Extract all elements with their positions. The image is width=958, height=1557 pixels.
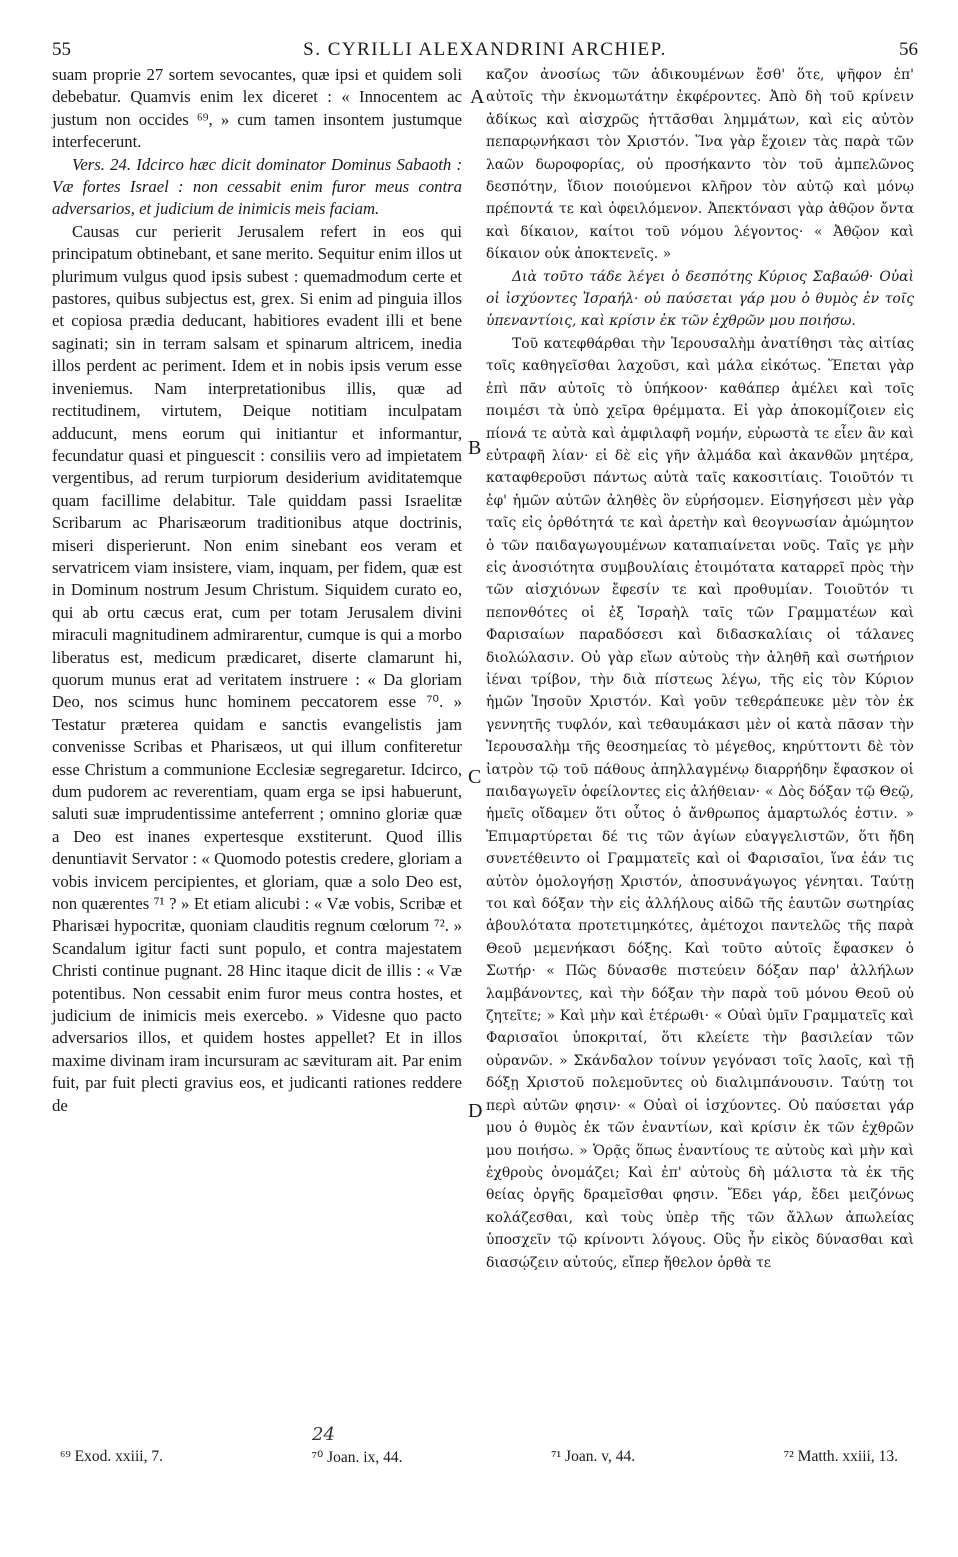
handwritten-page-note: 24 bbox=[312, 1424, 335, 1445]
left-page-number: 55 bbox=[52, 39, 71, 60]
greek-column bbox=[486, 64, 914, 1274]
footnote-69: ⁶⁹ Exod. xxiii, 7. bbox=[60, 1448, 163, 1465]
footnote-72: ⁷² Matth. xxiii, 13. bbox=[783, 1448, 898, 1465]
running-title: S. CYRILLI ALEXANDRINI ARCHIEP. bbox=[303, 39, 667, 60]
margin-letter-b: B bbox=[468, 437, 482, 459]
footnote-71: ⁷¹ Joan. v, 44. bbox=[551, 1448, 636, 1465]
latin-paragraph-2: Causas cur perierit Jerusalem refert in eos qui principatum obtinebant, et sane merito. Sequitur enim illos ut plurimum vulgus quod ipsis subest : quemadmodum certe et pastores, quibus subjectus est, grex. Si enim ad pinguia illos et copiosa prædia deducant, habitiores evadent illi et bene saginati; sin in terram salsam et spinarum altricem, inedia illos perdent ac periment. Idem et in nobis ipsis verum esse inveniemus. Nam interpretationibus illis, quæ ad rectitudinem, virtutem, Deique notitiam inculpatam adducunt, mens eorum qui initiantur et informantur, fecundatur quasi et pinguescit : consiliis vero ad impietatem vergentibus, ad rerum turpiorum desiderium aviditatemque quam facillime delabitur. Tale quiddam passi Israelitæ Scribarum ac Pharisæorum traditionibus atque doctrinis, miseri disperierunt. Non enim sinebant eos veram et servatricem viam insistere, viam, inquam, per fidem, quæ est in Dominum nostrum Jesum Christum. Siquidem curato eo, qui ab ortu cæcus erat, cum per totam Jerusalem divini miraculi magnitudinem admirarentur, cumque is qui a morbo liberatus est, medicum prædicaret, diserte clamarunt hi, quorum munus erat ad veritatem instruere : « Da gloriam Deo, nos scimus hunc hominem peccatorem esse ⁷⁰. » Testatur præterea quidam e sanctis evangelistis jam convenisse Scribas et Pharisæos, ut qui illum confiteretur esse Christum a communione Ecclesiæ segregaretur. Idcirco, dum pudorem ac reverentiam, quam erga se ipsi habuerunt, saluti suæ imprudentissime anteferrent ; omnino gloriæ quæ a Deo est inanes expertesque exstiterunt. Quod illis denuntiavit Servator : « Quomodo potestis credere, gloriam a vobis invicem percipientes, et gloriam, quæ a solo Deo est, non quærentes ⁷¹ ? » Et etiam alicubi : « Væ vobis, Scribæ et Pharisæi hypocritæ, quoniam clauditis regnum cœlorum ⁷². » Scandalum igitur facti sunt populo, et contra majestatem Christi continue pugnant. 28 Hinc itaque dicit de illis : « Væ potentibus. Non cessabit enim furor meus contra hostes, et judicium de inimicis meis exercebo. » Videsne quo pacto adversarios illos, et quidem hostes appellet? Et in illos maxime divinam iram incursuram ac sævituram ait. Par enim fuit, par fuit plecti gravius eos, et judicanti rationes reddere de bbox=[52, 221, 462, 1115]
greek-paragraph-1: καζον ἀνοσίως τῶν ἀδικουμένων ἔσθ' ὅτε, ψῆφον ἐπ' αὐτοῖς τὴν ἐκνομωτάτην ἐκφέροντες. Ἀπὸ δὴ τοῦ κρίνειν ἀδίκως καὶ αἰσχρῶς ἡττᾶσθαι λημμάτων, καὶ εἰς αὐτὸν πεπαρῳνήκασι τὸν Χριστόν. Ἵνα γὰρ ἔχοιεν τὰς παρὰ τῶν λαῶν δωροφορίας, οὐ προσήκαντο τὸν τοῦ ἀμπελῶνος δεσπότην, ἴδιον ποιούμενοι κλῆρον τὸν αὐτῷ καὶ μόνῳ πρέποντά τε καὶ ὀφειλόμενον. Ἀπεκτόνασι γὰρ ἀθῷον ὄντα καὶ δίκαιον, καίτοι τοῦ νόμου λέγοντος· « Ἀθῷον καὶ δίκαιον οὐκ ἀποκτενεῖς. » bbox=[486, 67, 914, 263]
latin-paragraph-1: suam proprie 27 sortem sevocantes, quæ ipsi et quidem soli debebatur. Quamvis enim lex diceret : « Innocentem ac justum non occides ⁶⁹, » cum tamen insontem justumque interfecerunt. bbox=[52, 65, 462, 152]
footnotes bbox=[60, 1448, 898, 1472]
margin-letter-a: A bbox=[470, 86, 485, 108]
greek-paragraph-2: Τοῦ κατεφθάρθαι τὴν Ἱερουσαλὴμ ἀνατίθησι τὰς αἰτίας τοῖς καθηγεῖσθαι λαχοῦσι, καὶ μάλα εἰκότως. Ἕπεται γὰρ ἐπὶ πᾶν αὐτοῖς τὸ ὑπήκοον· καθάπερ ἀμέλει καὶ τοῖς ποιμέσι τὰ ὑπὸ χεῖρα θρέμματα. Εἰ γὰρ ἀποκομίζοιεν εἰς πίονά τε αὐτὰ καὶ ἀμφιλαφῆ νομήν, εὐρωστὰ τε εἶεν ἂν καὶ εὐτραφῆ λίαν· εἰ δὲ εἰς γῆν ἁλμάδα καὶ ἀκανθῶν μητέρα, καταφθεροῦσι πάντως αὐτὰ ταῖς κακοσιτίαις. Τοιοῦτόν τι ἐφ' ἡμῶν αὐτῶν ἀληθὲς ὂν εὑρήσομεν. Εἰσηγήσεσι μὲν γὰρ ταῖς εἰς ὀρθότητά τε καὶ ἀρετὴν καὶ θεογνωσίαν ἀμώμητον ὁ τῶν παιδαγωγουμένων καταπιαίνεται νοῦς. Ταῖς γε μὴν εἰς ἀνοσιότητα συμβουλίαις ἑτοιμότατα καταρρεῖ πρὸς τὴν τῶν αἰσχιόνων ἔφεσίν τε καὶ προθυμίαν. Τοιοῦτόν τι πεπονθότες οἱ ἐξ Ἰσραὴλ ταῖς τῶν Γραμματέων καὶ Φαρισαίων παραδόσεσι καὶ διδασκαλίαις οἱ τάλανες διολώλασιν. Οὐ γὰρ εἴων αὐτοὺς τὴν ἀληθῆ καὶ σωτήριον ἰέναι τρίβον, τὴν διὰ πίστεως λέγω, τῆς εἰς τὸν Κύριον ἡμῶν Ἰησοῦν Χριστόν. Καὶ γοῦν τεθεράπευκε μὲν τὸν ἐκ γεννητῆς τυφλόν, καὶ τεθαυμάκασι μὲν οἱ κατὰ πᾶσαν τὴν Ἱερουσαλὴμ τῆς θεοσημείας τὸ μέγεθος, κηρύττοντι δὲ τὸν ἰατρὸν τῷ τοῦ πάθους ἀπηλλαγμένῳ διαρρήδην ἔφασκον οἱ παιδαγωγεῖν ὀφείλοντες εἰς ἀλήθειαν· « Δὸς δόξαν τῷ Θεῷ, ἡμεῖς οἴδαμεν ὅτι οὗτος ὁ ἄνθρωπος ἁμαρτωλός ἐστιν. » Ἐπιμαρτύρεται δέ τις τῶν ἁγίων εὐαγγελιστῶν, ὅτι ἤδη συνετέθειντο οἱ Γραμματεῖς καὶ οἱ Φαρισαῖοι, ἵνα ἐάν τις αὐτὸν ὁμολογήσῃ Χριστόν, ἀποσυνάγωγος γένηται. Ταύτῃ τοι καὶ δόξαν τὴν εἰς ἀλλήλους αἰδῶ τῆς ἑαυτῶν σωτηρίας ἀβουλότατα προτετιμηκότες, ἀμέτοχοι παντελῶς τῆς παρὰ Θεοῦ μεμενήκασι δόξης. Καὶ τοῦτο αὐτοῖς ἔφασκεν ὁ Σωτήρ· « Πῶς δύνασθε πιστεύειν δόξαν παρ' ἀλλήλων λαμβάνοντες, καὶ τὴν δόξαν τὴν παρὰ τοῦ μόνου Θεοῦ οὐ ζητεῖτε; » Καὶ μὴν καὶ ἑτέρωθι· « Οὐαὶ ὑμῖν Γραμματεῖς καὶ Φαρισαῖοι ὑποκριταί, ὅτι κλείετε τὴν βασιλείαν τῶν οὐρανῶν. » Σκάνδαλον τοίνυν γεγόνασι τοῖς λαοῖς, καὶ τῇ δόξῃ Χριστοῦ πολεμοῦντες οὐ διαλιμπάνουσιν. Ταύτῃ τοι περὶ αὐτῶν φησιν· « Οὐαὶ οἱ ἰσχύοντες. Οὐ παύσεται γάρ μου ὁ θυμὸς ἐκ τῶν ἐναντίων, καὶ κρίσιν ἐκ τῶν ἐχθρῶν μου ποιήσω. » Ὁρᾷς ὅπως ἐναντίους τε αὐτοὺς καὶ μὴν καὶ ἐχθροὺς ὀνομάζει; Καὶ ἐπ' αὐτοὺς δὴ μάλιστα τὰ ἐκ τῆς θείας ὀργῆς δραμεῖσθαι φησιν. Ἔδει γάρ, ἔδει μειζόνως κολάζεσθαι, καὶ τοὺς ὑπὲρ τῆς τῶν ἄλλων ἀπωλείας ὑποσχεῖν τῷ κρίνοντι λόγους. Οὓς ἦν εἰκὸς δύνασθαι καὶ διασῴζειν αὐτούς, εἴπερ ἤθελον ὀρθὰ τε bbox=[486, 335, 914, 1271]
page-header bbox=[52, 36, 918, 64]
footnote-70: ⁷⁰ Joan. ix, 44. bbox=[311, 1449, 403, 1466]
right-page-number: 56 bbox=[898, 39, 918, 60]
greek-verse-24: Διὰ τοῦτο τάδε λέγει ὁ δεσπότης Κύριος Σαβαώθ· Οὐαὶ οἱ ἰσχύοντες Ἰσραήλ· οὐ παύσεται γάρ μου ὁ θυμὸς ἐν τοῖς ὑπεναντίοις, καὶ κρίσιν ἐκ τῶν ἐχθρῶν μου ποιήσω. bbox=[486, 268, 914, 330]
margin-letter-d: D bbox=[468, 1100, 483, 1122]
latin-verse-24: Vers. 24. Idcirco hæc dicit dominator Dominus Sabaoth : Væ fortes Israel : non cessabit enim furor meus contra adversarios, et judicium de inimicis meis faciam. bbox=[52, 154, 462, 219]
latin-column bbox=[52, 64, 462, 1117]
margin-letter-c: C bbox=[468, 766, 482, 788]
